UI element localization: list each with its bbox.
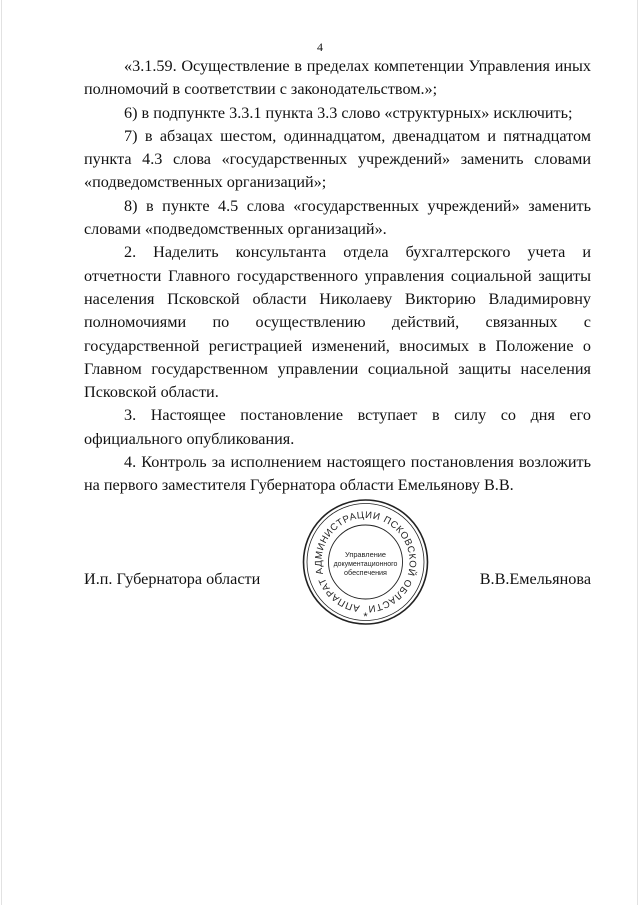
seal-center-line-1: Управление — [344, 550, 387, 559]
seal-graphic — [300, 497, 431, 627]
paragraph-point-2: 2. Наделить консультанта отдела бухгалтерского учета и отчетности Главного государственного управления социальной защиты населения Псковской области Николаеву Викторию Владимировну полномочиями по осуществлению действий, связанных с государственной регистрацией изменений, вносимых в Положение о Главном государственном управлении социальной защиты населения Псковской области. — [84, 243, 591, 402]
paragraph-point-3: 3. Настоящее постановление вступает в силу со дня его официального опубликования. — [84, 406, 591, 448]
paragraph-point-4: 4. Контроль за исполнением настоящего постановления возложить на первого заместителя Губернатора области Емельянову В.В. — [84, 453, 591, 495]
official-seal — [300, 497, 431, 627]
paragraph-3-1-59: «3.1.59. Осуществление в пределах компетенции Управления иных полномочий в соответствии с законодательством.»; — [84, 57, 591, 99]
signatory-name: В.В.Емельянова — [479, 570, 591, 588]
paragraph-item-7: 7) в абзацах шестом, одиннадцатом, двенадцатом и пятнадцатом пункта 4.3 слова «государственных учреждений» заменить словами «подведомственных организаций»; — [84, 126, 591, 192]
signatory-position: И.п. Губернатора области — [84, 570, 261, 588]
page-edge-right — [637, 0, 638, 905]
seal-ring-text: АППАРАТ АДМИНИСТРАЦИИ ПСКОВСКОЙ ОБЛАСТИ — [313, 509, 418, 615]
seal-center-line-3: обеспечения — [344, 568, 387, 577]
paragraph-item-6: 6) в подпункте 3.3.1 пункта 3.3 слово «структурных» исключить; — [124, 103, 573, 122]
page-number: 4 — [317, 40, 323, 54]
paragraph-item-8: 8) в пункте 4.5 слова «государственных учреждений» заменить словами «подведомственных организаций». — [84, 196, 591, 239]
document-body — [84, 55, 591, 498]
seal-star-icon: * — [363, 611, 368, 623]
seal-center-line-2: документационного — [333, 561, 398, 568]
page-edge-left — [1, 0, 2, 905]
